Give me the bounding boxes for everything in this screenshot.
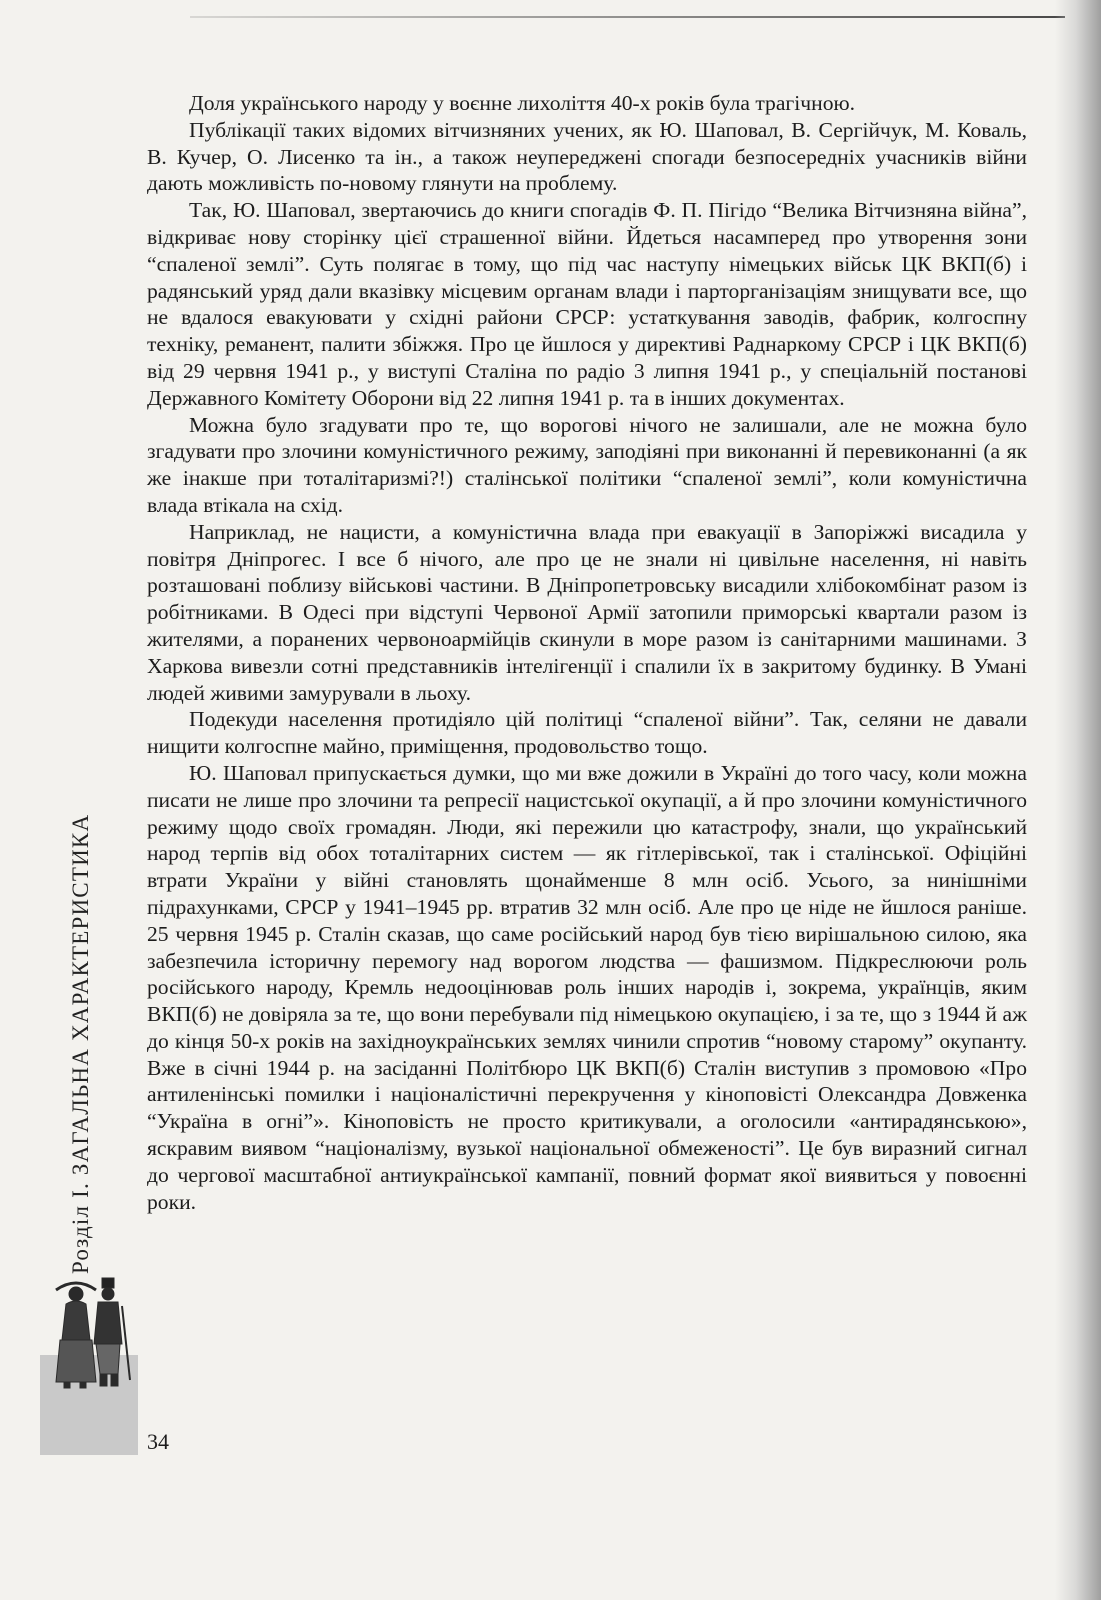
paragraph: Так, Ю. Шаповал, звертаючись до книги спогадів Ф. П. Пігідо “Велика Вітчизняна війна”, відкриває нову сторінку цієї страшенної війни. Йдеться насамперед про утворення зони “спаленої землі”. Суть полягає в тому, що під час наступу німецьких військ ЦК ВКП(б) і радянський уряд дали вказівку місцевим органам влади і парторганізаціям знищувати все, що не вдалося евакуювати у східні райони СРСР: устаткування заводів, фабрик, колгоспну техніку, реманент, палити збіжжя. Про це йшлося у директиві Раднаркому СРСР і ЦК ВКП(б) від 29 червня 1941 р., у виступі Сталіна по радіо 3 липня 1941 р., у спеціальній постанові Державного Комітету Оборони від 22 липня 1941 р. та в інших документах. [147,198,1027,410]
paragraph: Ю. Шаповал припускається думки, що ми вже дожили в Україні до того часу, коли можна писати не лише про злочини та репресії нацистської окупації, а й про злочини комуністичного режиму щодо своїх громадян. Люди, які пережили цю катастрофу, знали, що український народ терпів від обох тоталітарних систем — як гітлерівської, так і сталінської. Офіційні втрати України у війні становлять щонайменше 8 млн осіб. Усього, за нинішніми підрахунками, СРСР у 1941–1945 рр. втратив 32 млн осіб. Але про це ніде не йшлося раніше. 25 червня 1945 р. Сталін сказав, що саме російський народ був тією вирішальною силою, яка забезпечила історичну перемогу над ворогом людства — фашизмом. Підкреслюючи роль російського народу, Кремль недооцінював роль інших народів і, зокрема, українців, яким ВКП(б) не довіряла за те, що вони перебували під німецькою окупацією, і за те, що з 1944 й аж до кінця 50-х років на західноукраїнських землях чинили спротив “новому старому” окупанту. Вже в січні 1944 р. на засіданні Політбюро ЦК ВКП(б) Сталін виступив з промовою «Про антиленінські помилки і націоналістичні перекручення у кіноповісті Олександра Довженка “Україна в огні”». Кіноповість не просто критикували, а оголосили «антирадянською», яскравим виявом “націоналізму, вузької національної обмеженості”. Це був виразний сигнал до чергової масштабної антиукраїнської кампанії, повний формат якої виявиться у повоєнні роки. [147,760,1027,1214]
paragraph: Можна було згадувати про те, що ворогові нічого не залишали, але не можна було згадувати про злочини комуністичного режиму, заподіяні при виконанні й перевиконанні (а як же інакше при тоталітаризмі?!) сталінської політики “спаленої землі”, коли комуністична влада втікала на схід. [147,412,1027,517]
paragraph: Доля українського народу у воєнне лихоліття 40-х років була трагічною. [189,91,856,115]
section-side-title: Розділ І. ЗАГАЛЬНА ХАРАКТЕРИСТИКА [68,813,93,1274]
folk-figures-illustration [50,1270,132,1390]
paragraph: Наприклад, не нацисти, а комуністична влада при евакуації в Запоріжжі висадила у повітря Дніпрогес. І все б нічого, але про це не знали ні цивільне населення, ні навіть розташовані поблизу військові частини. В Дніпропетровську висадили хлібокомбінат разом із робітниками. В Одесі при відступі Червоної Армії затопили приморські квартали разом із жителями, а поранених червоноармійців скинули в море разом із санітарними машинами. З Харкова вивезли сотні представників інтелігенції і спалили їх в закритому будинку. В Умані людей живими замурували в льоху. [147,519,1027,705]
paragraph: Публікації таких відомих вітчизняних учених, як Ю. Шаповал, В. Сергійчук, М. Коваль, В. Кучер, О. Лисенко та ін., а також неупереджені спогади безпосередніх учасників війни дають можливість по-новому глянути на проблему. [147,117,1027,196]
page-number: 34 [147,1429,169,1454]
page-fold-shadow [1055,0,1101,1600]
top-rule [190,16,1065,18]
article-body [147,90,1027,1215]
paragraph: Подекуди населення протидіяло цій політиці “спаленої війни”. Так, селяни не давали нищити колгоспне майно, приміщення, продовольство тощо. [147,707,1027,759]
